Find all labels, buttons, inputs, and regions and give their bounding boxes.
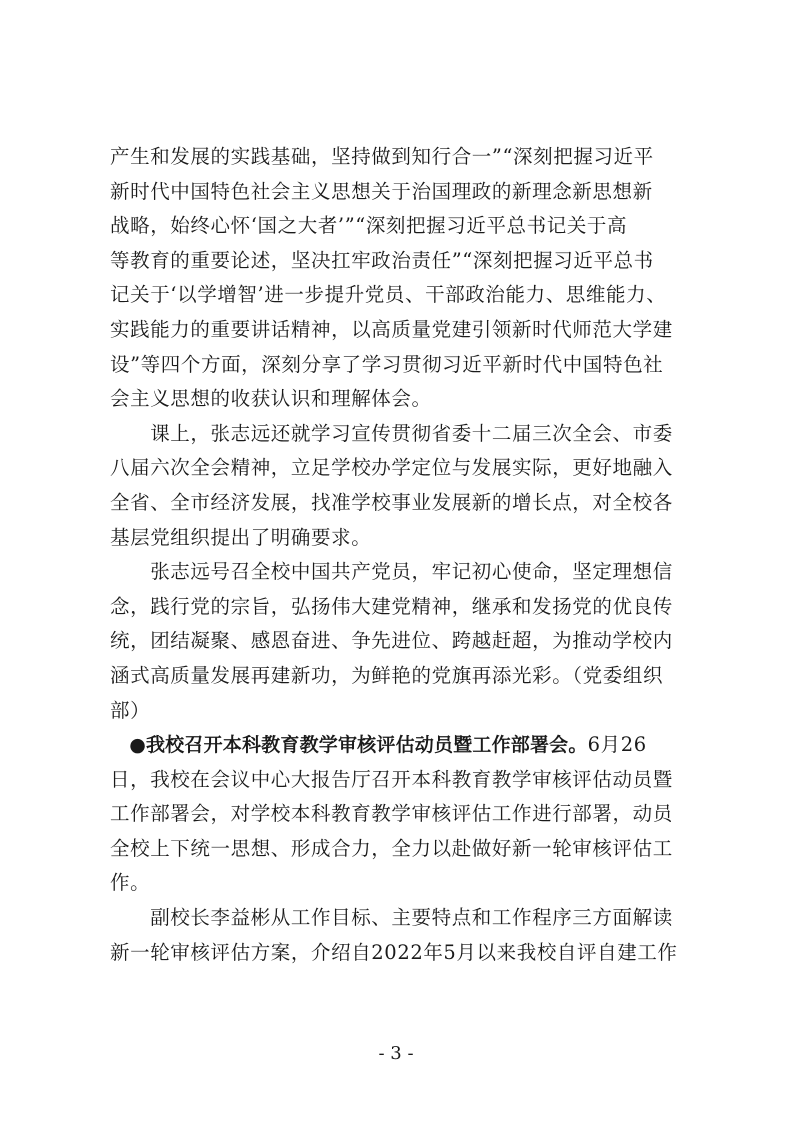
text-line: 基层党组织提出了明确要求。 — [110, 525, 372, 549]
text-line: 全省、全市经济发展，找准学校事业发展新的增长点，对全校各 — [110, 490, 673, 514]
page-number: - 3 - — [378, 1043, 414, 1064]
text-line: 念，践行党的宗旨，弘扬伟大建党精神，继承和发扬党的优良传 — [110, 594, 673, 618]
text-line: 设”等四个方面，深刻分享了学习贯彻习近平新时代中国特色社 — [110, 352, 664, 376]
text-line: 副校长李益彬从工作目标、主要特点和工作程序三方面解读 — [110, 906, 673, 930]
body-text — [110, 140, 690, 970]
paragraph — [110, 140, 690, 417]
text-line: 记关于‘以学增智’进一步提升党员、干部政治能力、思维能力、 — [110, 283, 667, 307]
text-line: 全校上下统一思想、形成合力，全力以赴做好新一轮审核评估工 — [110, 836, 673, 860]
text-line: 日，我校在会议中心大报告厅召开本科教育教学审核评估动员暨 — [110, 767, 673, 791]
text-line: 涵式高质量发展再建新功，为鲜艳的党旗再添光彩。（党委组织 — [110, 663, 664, 687]
paragraph — [110, 555, 690, 728]
text-line: 产生和发展的实践基础，坚持做到知行合一”“深刻把握习近平 — [110, 145, 654, 168]
text-line: 八届六次全会精神，立足学校办学定位与发展实际，更好地融入 — [110, 456, 673, 480]
text-line: 部） — [110, 698, 151, 722]
headline-line — [110, 728, 690, 763]
text-line: 张志远号召全校中国共产党员，牢记初心使命，坚定理想信 — [110, 560, 673, 584]
text-line: 统，团结凝聚、感恩奋进、争先进位、跨越赶超，为推动学校内 — [110, 629, 673, 653]
text-line: 等教育的重要论述，坚决扛牢政治责任”“深刻把握习近平总书 — [110, 248, 654, 272]
headline-continuation: 6月26 — [587, 733, 647, 757]
text-line: 实践能力的重要讲话精神，以高质量党建引领新时代师范大学建 — [110, 317, 673, 341]
news-headline: ●我校召开本科教育教学审核评估动员暨工作部署会。 — [110, 734, 588, 757]
text-line: 战略，始终心怀‘国之大者’”“深刻把握习近平总书记关于高 — [110, 214, 628, 238]
text-line: 工作部署会，对学校本科教育教学审核评估工作进行部署，动员 — [110, 802, 673, 826]
news-item-paragraph — [110, 728, 690, 901]
text-line: 新一轮审核评估方案，介绍自2022年5月以来我校自评自建工作 — [110, 940, 678, 964]
text-line: 新时代中国特色社会主义思想关于治国理政的新理念新思想新 — [110, 179, 653, 203]
text-line: 会主义思想的收获认识和理解体会。 — [110, 387, 432, 411]
paragraph — [110, 901, 690, 970]
text-line: 课上，张志远还就学习宣传贯彻省委十二届三次全会、市委 — [110, 421, 673, 445]
text-line: 作。 — [110, 871, 151, 895]
paragraph — [110, 417, 690, 555]
